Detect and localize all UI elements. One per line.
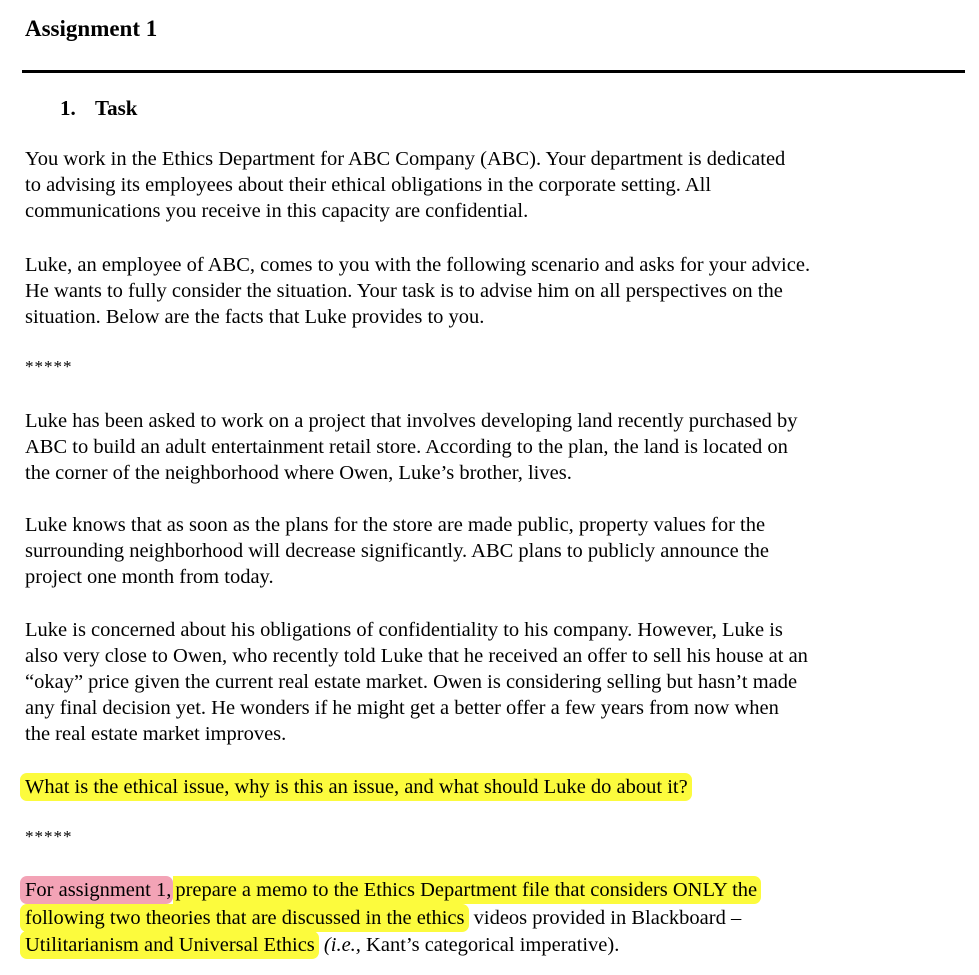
- text-line: to advising its employees about their ethical obligations in the corporate setting. All: [25, 174, 712, 196]
- section-heading: [60, 94, 137, 122]
- yellow-highlight: prepare a memo to the Ethics Department file that considers ONLY the: [173, 876, 761, 904]
- section-separator: *****: [25, 357, 73, 376]
- italic-text: (i.e.,: [318, 934, 361, 956]
- text-line: ABC to build an adult entertainment retail store. According to the plan, the land is located on: [25, 436, 788, 458]
- section-separator: *****: [25, 827, 73, 846]
- yellow-highlight: Utilitarianism and Universal Ethics: [20, 931, 319, 959]
- text-line: He wants to fully consider the situation. Your task is to advise him on all perspectives on the: [25, 280, 783, 302]
- plain-text: videos provided in Blackboard –: [468, 907, 742, 929]
- text-line: Luke knows that as soon as the plans for the store are made public, property values for the: [25, 514, 766, 536]
- plain-text: Kant’s categorical imperative).: [360, 934, 620, 956]
- text-line: surrounding neighborhood will decrease significantly. ABC plans to publicly announce the: [25, 540, 769, 562]
- text-line: project one month from today.: [25, 566, 274, 588]
- title-divider: [22, 70, 965, 73]
- text-line: [25, 932, 619, 958]
- text-line: Luke is concerned about his obligations of confidentiality to his company. However, Luke is: [25, 619, 783, 641]
- text-line: [25, 905, 741, 931]
- question-line: [25, 774, 692, 800]
- text-line: Luke has been asked to work on a project that involves developing land recently purchased by: [25, 410, 798, 432]
- text-line: [25, 877, 761, 903]
- text-line: communications you receive in this capacity are confidential.: [25, 200, 529, 222]
- pink-highlight: For assignment 1,: [20, 876, 173, 904]
- text-line: also very close to Owen, who recently told Luke that he received an offer to sell his house at an: [25, 645, 808, 667]
- highlighted-question: What is the ethical issue, why is this an issue, and what should Luke do about it?: [20, 773, 692, 801]
- text-line: “okay” price given the current real estate market. Owen is considering selling but hasn’t made: [25, 671, 798, 693]
- text-line: the corner of the neighborhood where Owen, Luke’s brother, lives.: [25, 462, 572, 484]
- text-line: any final decision yet. He wonders if he might get a better offer a few years from now when: [25, 697, 779, 719]
- document-title: Assignment 1: [25, 16, 158, 41]
- section-title: Task: [95, 96, 138, 120]
- yellow-highlight: following two theories that are discussed in the ethics: [20, 904, 469, 932]
- section-number: 1.: [60, 96, 76, 120]
- text-line: the real estate market improves.: [25, 723, 287, 745]
- text-line: situation. Below are the facts that Luke provides to you.: [25, 306, 485, 328]
- text-line: Luke, an employee of ABC, comes to you with the following scenario and asks for your advice.: [25, 254, 811, 276]
- text-line: You work in the Ethics Department for ABC Company (ABC). Your department is dedicated: [25, 148, 786, 170]
